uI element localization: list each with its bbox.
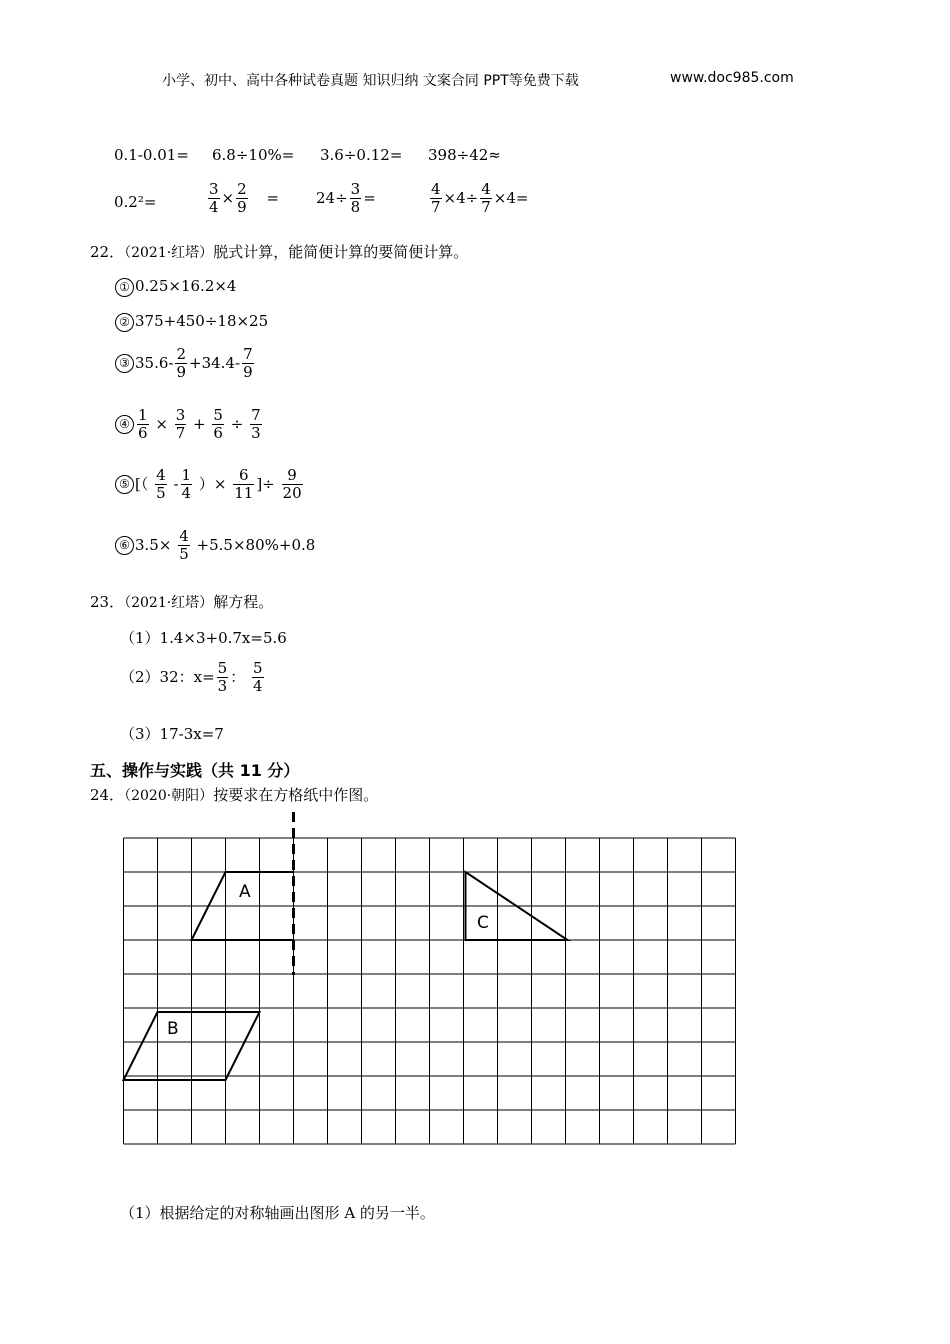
oral-5: 0.2²= (114, 193, 157, 211)
shape-b-label: B (167, 1019, 179, 1039)
grid-lines (124, 838, 736, 1144)
shape-c-label: C (477, 913, 489, 933)
shape-a-label: A (239, 882, 251, 902)
oral-2: 6.8÷10%= (212, 146, 295, 164)
q24-sub-1: （1）根据给定的对称轴画出图形 A 的另一半。 (120, 1204, 435, 1222)
oral-8: $\frac{4}{7}$ ×4÷ $\frac{4}{7}$ ×4= (431, 180, 529, 217)
q23-heading: 23．（2021·红塔）解方程。 (90, 593, 274, 611)
q24-heading: 24．（2020·朝阳）按要求在方格纸中作图。 (90, 786, 379, 804)
q22-item-1: ① 0.25×16.2×4 (115, 277, 236, 297)
q23-item-1: （1）1.4×3+0.7x=5.6 (120, 629, 287, 647)
q22-item-2: ② 375+450÷18×25 (115, 312, 268, 332)
oral-4: 398÷42≈ (428, 146, 501, 164)
q23-item-2: （2）32：x= $\frac{5}{3}$ ： $\frac{5}{4}$ (120, 659, 263, 696)
oral-3: 3.6÷0.12= (320, 146, 403, 164)
q22-item-5: ⑤ [（ $\frac{4}{5}$ - $\frac{1}{4}$ ）× $\frac{6}{11}$ ]÷ $\frac{9}{20}$ (115, 467, 305, 503)
oral-7: 24÷ $\frac{3}{8}$ = (316, 180, 376, 217)
q22-item-3: ③ 35.6- $\frac{2}{9}$ +34.4- $\frac{7}{9}$ (115, 346, 256, 382)
header-text: 小学、初中、高中各种试卷真题 知识归纳 文案合同 PPT等免费下载 (162, 73, 579, 89)
q22-heading: 22．（2021·红塔）脱式计算，能简便计算的要简便计算。 (90, 243, 469, 261)
q22-item-6: ⑥ 3.5× $\frac{4}{5}$ +5.5×80%+0.8 (115, 528, 315, 564)
q22-item-4: ④ $\frac{1}{6}$ × $\frac{3}{7}$ + $\frac{5}{6}$ ÷ $\frac{7}{3}$ (115, 407, 264, 443)
oral-6: $\frac{3}{4}$ × $\frac{2}{9}$ = (209, 180, 280, 217)
q23-item-3: （3）17-3x=7 (120, 725, 224, 743)
section-five-title: 五、操作与实践（共 11 分） (90, 761, 300, 780)
oral-1: 0.1-0.01= (114, 146, 189, 164)
header-url[interactable]: www.doc985.com (670, 70, 794, 86)
